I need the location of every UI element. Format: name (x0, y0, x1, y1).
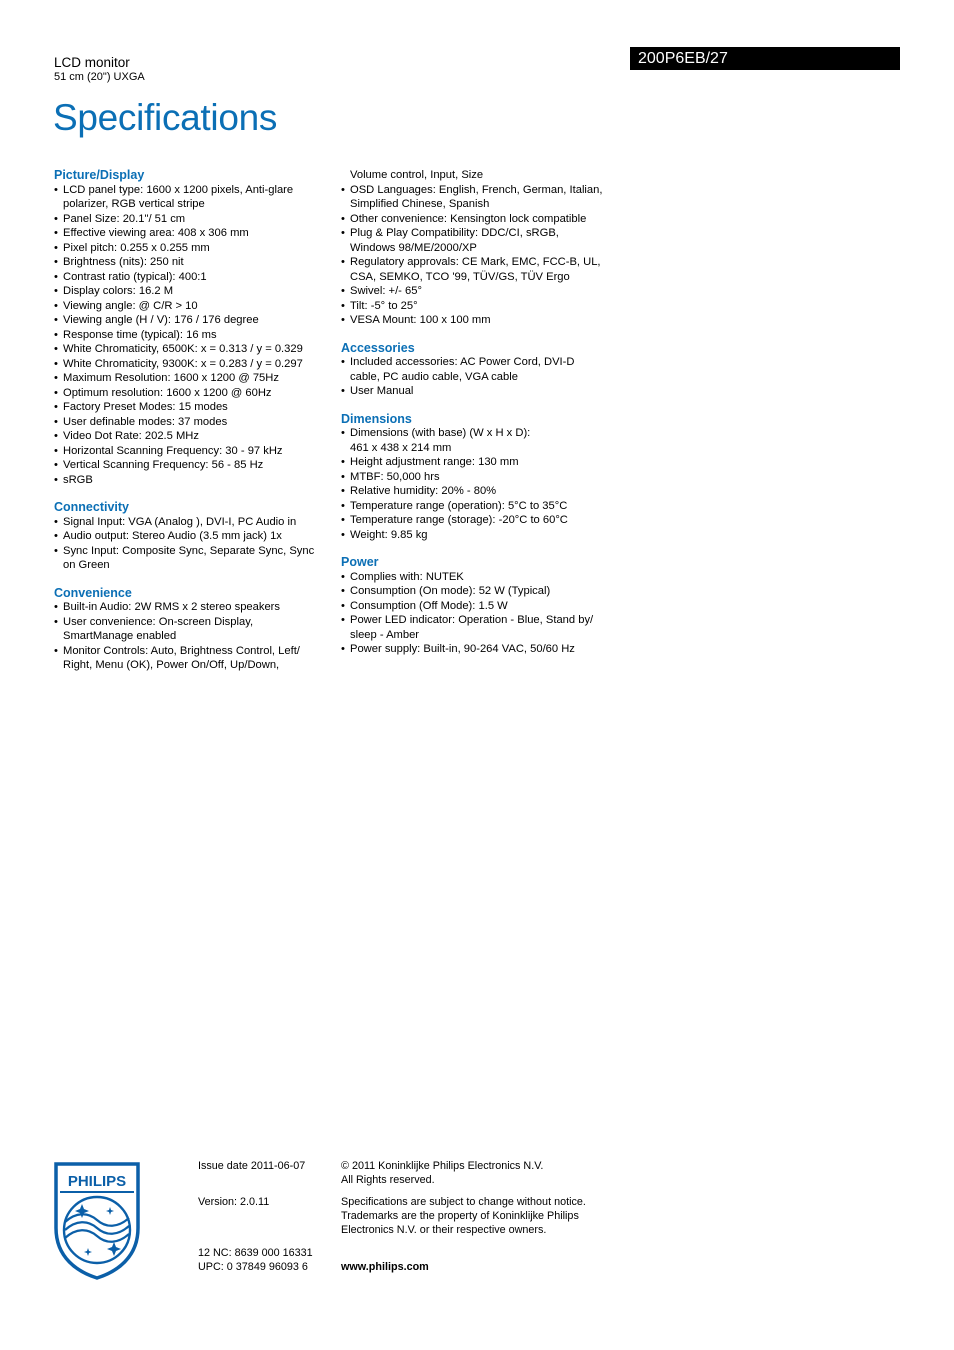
spec-list-item: • White Chromaticity, 9300K: x = 0.283 / y = 0.297 (54, 357, 334, 372)
spec-list-item-continuation: SmartManage enabled (63, 630, 177, 642)
spec-list-item: • LCD panel type: 1600 x 1200 pixels, Anti-glare (54, 183, 334, 198)
list-item-continuation: Volume control, Input, Size (350, 169, 484, 181)
spec-list-item-continuation: polarizer, RGB vertical stripe (63, 198, 205, 210)
spec-list-item: • Weight: 9.85 kg (341, 528, 621, 543)
spec-list-item: • User Manual (341, 384, 621, 399)
section-title: Dimensions (341, 411, 412, 426)
spec-list-item: • White Chromaticity, 6500K: x = 0.313 / y = 0.329 (54, 342, 334, 357)
spec-list-item: • Height adjustment range: 130 mm (341, 455, 621, 470)
spec-list (54, 600, 334, 673)
spec-list-item-continuation: Right, Menu (OK), Power On/Off, Up/Down, (63, 659, 280, 671)
section-picture-display (54, 168, 334, 487)
section-dimensions (341, 412, 621, 543)
spec-list-item-continuation: on Green (63, 559, 110, 571)
spec-list-item: • Other convenience: Kensington lock compatible (341, 212, 621, 227)
spec-list-item: • Monitor Controls: Auto, Brightness Control, Left/ (54, 644, 334, 659)
spec-list-item: • Viewing angle: @ C/R > 10 (54, 299, 334, 314)
section-title: Convenience (54, 585, 132, 600)
website-link[interactable]: www.philips.com (341, 1261, 429, 1273)
spec-list-item: • Pixel pitch: 0.255 x 0.255 mm (54, 241, 334, 256)
spec-list-item: • Vertical Scanning Frequency: 56 - 85 Hz (54, 458, 334, 473)
logo-wordmark: PHILIPS (67, 1173, 127, 1190)
spec-list-item-continuation: cable, PC audio cable, VGA cable (350, 370, 518, 383)
spec-list-item: • Factory Preset Modes: 15 modes (54, 400, 334, 415)
spec-list-item: • Display colors: 16.2 M (54, 284, 334, 299)
spec-list-item: • Consumption (On mode): 52 W (Typical) (341, 584, 621, 599)
convenience-continued-list (341, 168, 621, 328)
spec-list-item: • Swivel: +/- 65° (341, 284, 621, 299)
spec-list-item: • Horizontal Scanning Frequency: 30 - 97 kHz (54, 444, 334, 459)
spec-list-item-continuation: 461 x 438 x 214 mm (350, 441, 452, 454)
spec-list-item: • Temperature range (storage): -20°C to 60°C (341, 513, 621, 528)
spec-list-item: • Built-in Audio: 2W RMS x 2 stereo speakers (54, 600, 334, 615)
spec-list-item: • Brightness (nits): 250 nit (54, 255, 334, 270)
section-title: Accessories (341, 340, 415, 355)
section-power (341, 555, 621, 657)
issue-date: Issue date 2011-06-07 (198, 1160, 306, 1172)
section-connectivity (54, 500, 334, 573)
spec-list-item: • Effective viewing area: 408 x 306 mm (54, 226, 334, 241)
spec-list (54, 183, 334, 488)
spec-list (54, 515, 334, 573)
spec-list-item-continuation: sleep - Amber (350, 628, 420, 641)
spec-column-left (54, 168, 334, 686)
spec-list-item: • Regulatory approvals: CE Mark, EMC, FCC-B, UL, (341, 255, 621, 270)
spec-list-item: • Relative humidity: 20% - 80% (341, 484, 621, 499)
philips-shield-logo (54, 1162, 140, 1280)
nc-code: 12 NC: 8639 000 16331 (198, 1247, 313, 1259)
section-title: Power (341, 555, 379, 569)
spec-list (341, 426, 621, 542)
spec-column-right (341, 168, 621, 670)
spec-list-item: • MTBF: 50,000 hrs (341, 470, 621, 485)
spec-list-item: • Maximum Resolution: 1600 x 1200 @ 75Hz (54, 371, 334, 386)
spec-list-item: • Video Dot Rate: 202.5 MHz (54, 429, 334, 444)
product-header (54, 55, 145, 84)
rights-reserved: All Rights reserved. (341, 1174, 435, 1186)
notice-line-2: Trademarks are the property of Koninklijke Philips (341, 1210, 579, 1222)
version: Version: 2.0.11 (198, 1196, 270, 1208)
spec-list-item: • Tilt: -5° to 25° (341, 299, 621, 314)
spec-list-item: • Dimensions (with base) (W x H x D): (341, 426, 621, 441)
spec-list-item-continuation: CSA, SEMKO, TCO '99, TÜV/GS, TÜV Ergo (350, 270, 570, 283)
spec-list-item: • Power supply: Built-in, 90-264 VAC, 50/60 Hz (341, 642, 621, 657)
spec-list-item: • Panel Size: 20.1"/ 51 cm (54, 212, 334, 227)
spec-list-item-continuation: Windows 98/ME/2000/XP (350, 241, 477, 254)
section-title: Connectivity (54, 500, 130, 514)
spec-list-item: • VESA Mount: 100 x 100 mm (341, 313, 621, 328)
spec-list (341, 570, 621, 657)
spec-list-item: • Optimum resolution: 1600 x 1200 @ 60Hz (54, 386, 334, 401)
product-size: 51 cm (20") UXGA (54, 71, 145, 83)
spec-list-item: • Response time (typical): 16 ms (54, 328, 334, 343)
section-title: Picture/Display (54, 168, 145, 182)
spec-list-item: • Sync Input: Composite Sync, Separate Sync, Sync (54, 544, 334, 559)
spec-list-item: • sRGB (54, 473, 334, 488)
spec-list-item: • Consumption (Off Mode): 1.5 W (341, 599, 621, 614)
spec-list-item: • User convenience: On-screen Display, (54, 615, 334, 630)
spec-list-item-continuation: Simplified Chinese, Spanish (350, 198, 490, 210)
spec-list-item: • Temperature range (operation): 5°C to 35°C (341, 499, 621, 514)
notice-line-1: Specifications are subject to change without notice. (341, 1196, 586, 1208)
section-convenience (54, 586, 334, 673)
spec-list-item: • OSD Languages: English, French, German, Italian, (341, 183, 621, 198)
spec-list-item: • Plug & Play Compatibility: DDC/CI, sRGB, (341, 226, 621, 241)
spec-list-item: • User definable modes: 37 modes (54, 415, 334, 430)
copyright: © 2011 Koninklijke Philips Electronics N.V. (341, 1160, 544, 1172)
notice-line-3: Electronics N.V. or their respective owners. (341, 1224, 547, 1236)
section-accessories (341, 341, 621, 399)
spec-list-item: • Audio output: Stereo Audio (3.5 mm jack) 1x (54, 529, 334, 544)
spec-list-item: • Complies with: NUTEK (341, 570, 621, 585)
page-title: Specifications (53, 97, 278, 138)
product-type: LCD monitor (54, 55, 130, 70)
spec-list (341, 355, 621, 399)
spec-list-item: • Signal Input: VGA (Analog ), DVI-I, PC Audio in (54, 515, 334, 530)
model-number: 200P6EB/27 (630, 47, 900, 70)
spec-list-item: • Contrast ratio (typical): 400:1 (54, 270, 334, 285)
spec-list-item: • Viewing angle (H / V): 176 / 176 degree (54, 313, 334, 328)
spec-list-item: • Power LED indicator: Operation - Blue, Stand by/ (341, 613, 621, 628)
spec-list-item: • Included accessories: AC Power Cord, DVI-D (341, 355, 621, 370)
upc-code: UPC: 0 37849 96093 6 (198, 1261, 308, 1273)
